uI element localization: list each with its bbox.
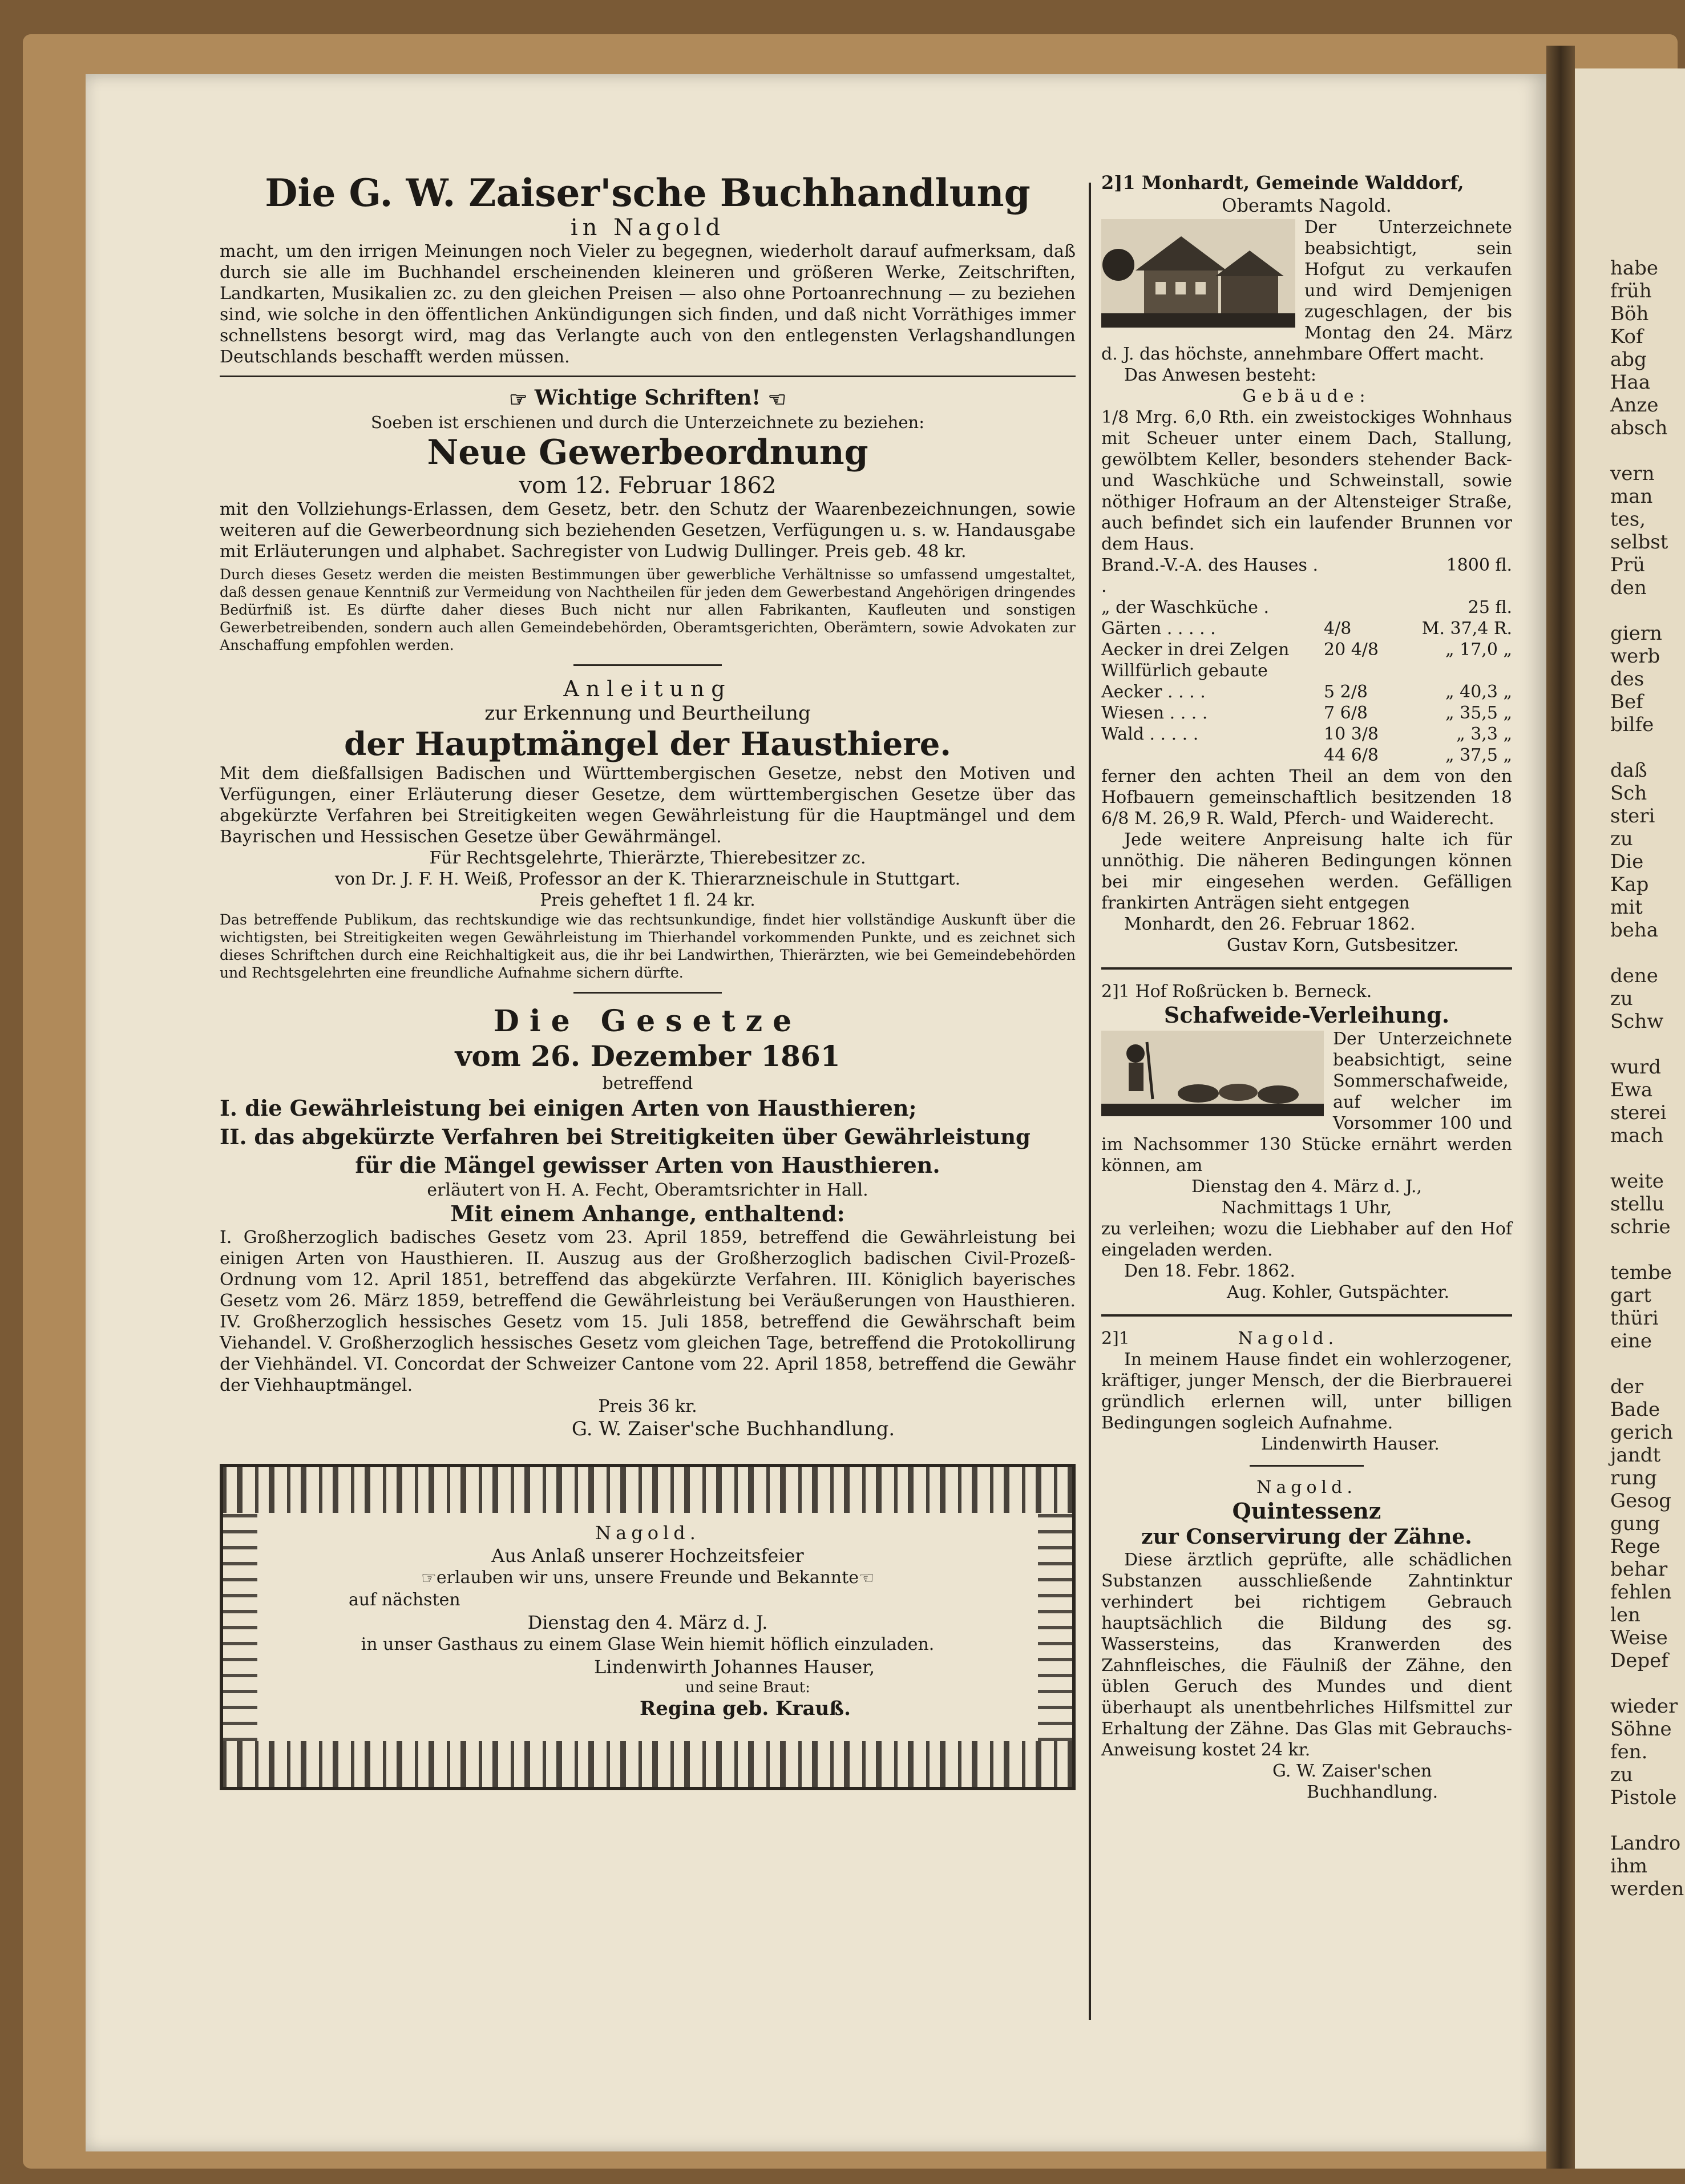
next-page-text-fragment: dene [1610, 964, 1658, 987]
next-page-text-fragment: vern [1610, 462, 1655, 485]
next-page-text-fragment: werden [1610, 1878, 1684, 1900]
separator-line-short [573, 664, 722, 666]
property-table-row [1101, 660, 1512, 681]
next-page-text-fragment [1575, 736, 1685, 759]
property-table-row [1101, 745, 1512, 766]
separator-line-short [1250, 1465, 1364, 1467]
shepherd-illustration [1101, 1031, 1324, 1116]
monhardt-head [1101, 171, 1512, 194]
monhardt-sign: Gustav Korn, Gutsbesitzer. [1227, 935, 1459, 955]
gesetze-content: I. Großherzoglich badisches Gesetz vom 23. April 1859, betreffend die Gewährleistung bei einigen Arten von Hausthieren. II. Auszug aus der Großherzoglich badischen Civil-Prozeß-Ordnung vom 12. April 1851, betreffend das abgekürzte Verfahren. III. Königlich bayerisches Gesetz vom 26. März 1859, betreffend die Gewährleistung bei Veräußerungen von Hausthieren. IV. Großherzoglich hessisches Gesetz vom 15. Juli 1858, betreffend die Gewährschaft beim Viehandel. V. Großherzoglich hessisches Gesetz vom gleichen Tage, betreffend die Protokollirung der Viehhändel. VI. Concordat der Schweizer Cantone vom 22. April 1858, betreffend die Gewähr der Viehhauptmängel. [220, 1228, 1076, 1395]
schriften-intro: Soeben ist erschienen und durch die Unterzeichnete zu beziehen: [371, 413, 924, 432]
gesetze-item1: I. die Gewährleistung bei einigen Arten von Hausthieren; [220, 1095, 917, 1121]
ornament-border-left [223, 1513, 257, 1741]
property-cell-mid: 44 6/8 [1324, 745, 1379, 765]
gewerbeordnung-desc: mit den Vollziehungs-Erlassen, dem Gesetz, betr. den Schutz der Waarenbezeichnungen, sowie weiteren auf die Gewerbeordnung sich beziehenden Gesetzen, Verfügungen u. s. w. Handausgabe mit Erläuterungen und alphabet. Sachregister von Ludwig Dullinger. Preis geb. 48 kr. [220, 499, 1076, 562]
property-cell-label: Gärten . . . . . [1101, 619, 1216, 639]
anleitung-ad [220, 676, 1076, 982]
wedding-place: Nagold. [595, 1522, 700, 1544]
zaiser-title: Die G. W. Zaiser'sche Buchhandlung [265, 171, 1031, 215]
next-page-text-fragment [1575, 1033, 1685, 1056]
next-page-text-fragment: mach [1610, 1124, 1664, 1147]
ornament-border-bottom [223, 1741, 1072, 1787]
next-page-text-fragment: ihm [1610, 1855, 1648, 1878]
anleitung-author: von Dr. J. F. H. Weiß, Professor an der K. Thierarzneischule in Stuttgart. [334, 869, 961, 889]
nagold1-text: In meinem Hause findet ein wohlerzogener, kräftiger, junger Mensch, der die Bierbrauerei gründlich erlernen will, unter billigen Bedingungen sogleich Aufnahme. [1101, 1350, 1512, 1433]
property-cell-label: Aecker in drei Zelgen [1101, 640, 1290, 660]
wedding-sign2: und seine Braut: [685, 1679, 810, 1696]
next-page-text-fragment: man [1610, 485, 1653, 508]
property-cell-mid [1324, 660, 1415, 681]
monhardt-date: Monhardt, den 26. Februar 1862. [1124, 914, 1416, 934]
monhardt-jede: Jede weitere Anpreisung halte ich für unnöthig. Die näheren Bedingungen können bei mir eingesehen werden. Gefälligen frankirten Anträgen sieht entgegen [1101, 830, 1512, 913]
monhardt-heading-text: Monhardt, Gemeinde Walddorf, [1141, 172, 1464, 193]
property-cell-val: 25 fl. [1468, 598, 1512, 617]
separator-line [1101, 1314, 1512, 1317]
property-cell-label [1101, 745, 1324, 766]
property-table-row [1101, 555, 1512, 597]
zaiser-ad [220, 171, 1076, 368]
wedding-line4: Dienstag den 4. März d. J. [527, 1612, 768, 1633]
next-page-text-fragment: selbst [1610, 531, 1668, 554]
nagold2-head: Nagold. [1256, 1477, 1357, 1497]
schafweide-title: Schafweide-Verleihung. [1163, 1002, 1450, 1028]
zaiser-subtitle: in Nagold [570, 215, 725, 241]
gesetze-item2b: für die Mängel gewisser Arten von Hausthieren. [355, 1152, 940, 1178]
anleitung-sub: zur Erkennung und Beurtheilung [484, 702, 811, 725]
left-column [220, 171, 1076, 1790]
wedding-line1: Aus Anlaß unserer Hochzeitsfeier [491, 1545, 804, 1567]
next-page-text-fragment: Rege [1610, 1535, 1660, 1558]
property-cell-mid: 10 3/8 [1324, 724, 1379, 744]
wedding-sign3: Regina geb. Krauß. [640, 1697, 851, 1720]
next-page-text-fragment: wurd [1610, 1056, 1662, 1079]
next-page-text-fragment: Landro [1610, 1832, 1681, 1855]
anleitung-for: Für Rechtsgelehrte, Thierärzte, Thierebesitzer zc. [429, 848, 866, 868]
next-page-text-fragment: weite [1610, 1170, 1664, 1193]
property-cell-mid [1324, 555, 1415, 597]
gesetze-ad [220, 1004, 1076, 1441]
gewerbeordnung-note: Durch dieses Gesetz werden die meisten Bestimmungen über gewerbliche Verhältnisse so umfassend umgestaltet, daß dessen genaue Kenntniß zur Vermeidung von Nachtheilen für jeden dem Gewerbestand Angehörigen dringendes Bedürfniß ist. Es dürfte daher dieses Buch nicht nur allen Fabrikanten, Kaufleuten und sonstigen Gewerbetreibenden, sondern auch allen Gemeindebehörden, Oberamtsgerichten, Oberämtern, sowie Advokaten zur Anschaffung empfohlen werden. [220, 566, 1076, 653]
property-cell-mid: 4/8 [1324, 619, 1352, 639]
next-page-text-fragment: jandt [1610, 1444, 1661, 1467]
next-page-text-fragment: Bef [1610, 691, 1643, 713]
pointing-hand-icon: ☞ [509, 387, 528, 411]
next-page-text-fragment: Ewa [1610, 1079, 1653, 1101]
next-page-text-fragment: Weise [1610, 1626, 1668, 1649]
property-cell-label: Brand.-V.-A. des Hauses . . [1101, 555, 1318, 596]
right-column [1101, 171, 1512, 1803]
ad-number: 2]1 [1101, 982, 1130, 1002]
next-page-text-fragment: den [1610, 576, 1647, 599]
property-cell-val [1415, 660, 1512, 681]
next-page-text-fragment: stellu [1610, 1193, 1664, 1216]
quintessenz-sign2: Buchhandlung. [1307, 1782, 1438, 1802]
next-page-text-fragment: Kap [1610, 873, 1649, 896]
wedding-line2: ☞erlauben wir uns, unsere Freunde und Bekannte☜ [421, 1568, 874, 1588]
gesetze-sign: G. W. Zaiser'sche Buchhandlung. [571, 1418, 895, 1440]
anleitung-price: Preis geheftet 1 fl. 24 kr. [540, 890, 755, 910]
next-page-text-fragment [1575, 1672, 1685, 1695]
ornament-border-right [1038, 1513, 1072, 1741]
gewerbeordnung-title: Neue Gewerbeordnung [427, 433, 868, 473]
property-table-row [1101, 681, 1512, 703]
nagold1-head [1101, 1328, 1512, 1349]
gewerbeordnung-date: vom 12. Februar 1862 [519, 473, 777, 499]
monhardt-ferner: ferner den achten Theil an dem von den Hofbauern gemeinschaftlich besitzenden 18 6/8 M. 26,9 R. Wald, Pferch- und Waiderecht. [1101, 766, 1512, 829]
next-page-text-fragment: habe [1610, 257, 1659, 280]
gesetze-betr: betreffend [602, 1073, 693, 1093]
quintessenz-sub: zur Conservirung der Zähne. [1141, 1525, 1472, 1549]
schafweide-heading-text: Hof Roßrücken b. Berneck. [1135, 982, 1372, 1002]
next-page-text-fragment: Sch [1610, 782, 1647, 805]
next-page-text-fragment: werb [1610, 645, 1660, 668]
next-page-text-fragment: Söhne [1610, 1718, 1672, 1741]
schafweide-sign: Aug. Kohler, Gutspächter. [1227, 1282, 1450, 1302]
next-page-text-fragment [1575, 1238, 1685, 1261]
anleitung-desc: Mit dem dießfallsigen Badischen und Württembergischen Gesetze, nebst den Motiven und Verfügungen, einer Erläuterung dieser Gesetze, dem württembergischen Gesetze über das abgekürzte Verfahren bei Streitigkeiten wegen Gewährleistung für die Hauptmängel und dem Bayrischen und Hessischen Gesetze über Gewährmängel. [220, 764, 1076, 847]
zaiser-body: macht, um den irrigen Meinungen noch Vieler zu begegnen, wiederholt darauf aufmerksam, daß durch sie alle im Buchhandel erscheinenden kleineren und größeren Werke, Zeitschriften, Landkarten, Musikalien zc. zu den gleichen Preisen — also ohne Portoanrechnung — zu beziehen sind, wie solche in den öffentlichen Ankündigungen sich finden, und daß nicht Vorräthiges immer schnellstens besorgt wird, mag das Verlangte auch von den entlegensten Verlagshandlungen Deutschlands beschafft werden müssen. [220, 241, 1076, 367]
next-page-text-fragment: der [1610, 1375, 1644, 1398]
column-divider [1089, 183, 1091, 2020]
next-page-text-fragment: mit [1610, 896, 1643, 919]
next-page-text-fragment: tes, [1610, 508, 1646, 531]
next-page-text-fragment: bilfe [1610, 713, 1654, 736]
next-page-text-fragment: steri [1610, 805, 1655, 827]
monhardt-text: Der Unterzeichnete beabsichtigt, sein Hofgut zu verkaufen und wird Demjenigen zugeschlagen, der bis Montag den 24. März d. J. das höchste, annehmbare Offert macht. [1101, 217, 1512, 364]
property-table [1101, 555, 1512, 766]
ad-number: 2]1 [1101, 172, 1136, 193]
next-page-text-fragment: gart [1610, 1284, 1651, 1307]
gesetze-price: Preis 36 kr. [598, 1396, 697, 1416]
next-page-text-fragment: fen. [1610, 1741, 1648, 1763]
property-cell-mid: 7 6/8 [1324, 703, 1368, 723]
schriften-ad [220, 385, 1076, 654]
next-page-text-fragment: wieder [1610, 1695, 1678, 1718]
property-cell-mid [1324, 597, 1415, 618]
property-table-row [1101, 724, 1512, 745]
monhardt-ad [1101, 171, 1512, 956]
next-page-text-fragment: sterei [1610, 1101, 1667, 1124]
property-cell-label: Willfürlich gebaute [1101, 661, 1268, 681]
property-cell-label: Wiesen . . . . [1101, 703, 1208, 723]
next-page-text-fragment [1575, 942, 1685, 964]
wedding-line3: auf nächsten [349, 1590, 460, 1610]
quintessenz-title: Quintessenz [1232, 1498, 1381, 1524]
property-cell-val: „ 35,5 „ [1445, 703, 1512, 723]
schafweide-dated: Den 18. Febr. 1862. [1124, 1261, 1296, 1281]
next-page-text-fragment: schrie [1610, 1216, 1671, 1238]
wedding-sign1: Lindenwirth Johannes Hauser, [594, 1656, 875, 1678]
next-page-text-fragment: Prü [1610, 554, 1646, 576]
property-cell-val: „ 3,3 „ [1456, 724, 1512, 744]
separator-line [1101, 967, 1512, 970]
next-page-text-fragment: beha [1610, 919, 1659, 942]
anleitung-title: Anleitung [563, 676, 732, 701]
property-cell-mid: 20 4/8 [1324, 640, 1379, 660]
nagold1-heading-text: Nagold. [1238, 1329, 1339, 1349]
next-page-text-fragment: giern [1610, 622, 1662, 645]
quintessenz-text: Diese ärztlich geprüfte, alle schädlichen Substanzen ausschließende Zahntinktur verhindert bei richtigem Gebrauch hauptsächlich die Bildung des sg. Wassersteins, das Kranwerden des Zahnfleisches, die Fäulniß der Zähne, den üblen Geruch des Mundes und dient überhaupt als unentbehrliches Hilfsmittel zur Erhaltung der Zähne. Das Glas mit Gebrauchs-Anweisung kostet 24 kr. [1101, 1550, 1512, 1760]
next-page-text-fragment: tembe [1610, 1261, 1672, 1284]
next-page-text-fragment [1575, 1147, 1685, 1170]
schafweide-date: Dienstag den 4. März d. J., [1191, 1177, 1423, 1197]
next-page-text-fragment: eine [1610, 1330, 1652, 1353]
monhardt-gebaeude: Gebäude: [1242, 386, 1371, 406]
property-cell-val: 1800 fl. [1446, 555, 1512, 575]
separator-line [220, 376, 1076, 377]
next-page-text-fragment: Schw [1610, 1010, 1664, 1033]
next-page-text-fragment: Bade [1610, 1398, 1660, 1421]
property-table-row [1101, 597, 1512, 618]
separator-line-short [573, 992, 722, 994]
property-table-row [1101, 703, 1512, 724]
schafweide-ad [1101, 981, 1512, 1303]
nagold-brauerei-ad [1101, 1328, 1512, 1455]
next-page-text-fragment: rung [1610, 1467, 1657, 1489]
schafweide-time: Nachmittags 1 Uhr, [1221, 1198, 1392, 1218]
next-page-text-fragment: zu [1610, 987, 1633, 1010]
wedding-announcement [220, 1464, 1076, 1790]
pointing-hand-icon: ☞ [421, 1568, 437, 1588]
gesetze-date: vom 26. Dezember 1861 [455, 1039, 841, 1073]
schafweide-rest: zu verleihen; wozu die Liebhaber auf den Hof eingeladen werden. [1101, 1219, 1512, 1260]
gesetze-author: erläutert von H. A. Fecht, Oberamtsrichter in Hall. [427, 1180, 868, 1200]
property-table-row [1101, 639, 1512, 660]
next-page-text-fragment: Depef [1610, 1649, 1668, 1672]
schafweide-text: Der Unterzeichnete beabsichtigt, seine Sommerschafweide, auf welcher im Vorsommer 100 und im Nachsommer 130 Stücke ernährt werden können, am [1101, 1029, 1512, 1176]
next-page-text-fragment: gerich [1610, 1421, 1673, 1444]
property-table-row [1101, 618, 1512, 639]
next-page-text-fragment: zu [1610, 1763, 1633, 1786]
property-cell-val: „ 37,5 „ [1445, 745, 1512, 765]
next-page-text-fragment: absch [1610, 417, 1668, 439]
next-page-text-fragment: abg [1610, 348, 1647, 371]
wedding-line5: in unser Gasthaus zu einem Glase Wein hiemit höflich einzuladen. [361, 1634, 935, 1654]
anleitung-note: Das betreffende Publikum, das rechtskundige wie das rechtsunkundige, findet hier vollständige Auskunft über die wichtigsten, bei Streitigkeiten wegen Gewährleistung im Thierhandel vorkommenden Punkte, und es zeichnet sich dieses Schriftchen durch eine Reichhaltigkeit aus, die ihr bei Landwirthen, Thierärzten, wie bei Gemeindebehörden und Rechtsgelehrten eine freundliche Aufnahme sichern dürfte. [220, 911, 1076, 981]
gesetze-item2: II. das abgekürzte Verfahren bei Streitigkeiten über Gewährleistung [220, 1124, 1031, 1149]
schriften-header: ☞ Wichtige Schriften! ☜ [509, 386, 786, 411]
nagold-quintessenz-ad [1101, 1477, 1512, 1803]
next-page-text-fragment: Haa [1610, 371, 1651, 394]
pointing-hand-icon: ☜ [859, 1568, 874, 1588]
next-page-text-fragment: Anze [1610, 394, 1659, 417]
monhardt-head2: Oberamts Nagold. [1222, 195, 1392, 216]
next-page-text-fragment: fehlen [1610, 1581, 1672, 1604]
next-page-text-fragment [1575, 439, 1685, 462]
property-cell-val: „ 40,3 „ [1445, 682, 1512, 702]
property-cell-label: „ der Waschküche . [1101, 598, 1269, 617]
gesetze-anhang: Mit einem Anhange, enthaltend: [450, 1201, 845, 1226]
anleitung-big: der Hauptmängel der Hausthiere. [344, 725, 951, 763]
property-cell-val: „ 17,0 „ [1445, 640, 1512, 660]
monhardt-bau: 1/8 Mrg. 6,0 Rth. ein zweistockiges Wohnhaus mit Scheuer unter einem Dach, Stallung, gewölbtem Keller, besonders stehender Back- und Waschküche und Schweinstall, sowie nöthiger Hofraum an der Altensteiger Straße, auch befindet sich ein laufender Brunnen vor dem Haus. [1101, 407, 1512, 554]
next-page-text-fragment: des [1610, 668, 1644, 691]
property-cell-label: Wald . . . . . [1101, 724, 1199, 744]
next-page-text-fragment: Gesog [1610, 1489, 1671, 1512]
next-page-text-fragment: Böh [1610, 302, 1649, 325]
next-page-text-fragment: früh [1610, 280, 1652, 302]
next-page-text-fragment: Pistole [1610, 1786, 1677, 1809]
property-cell-label: Aecker . . . . [1101, 682, 1206, 702]
farmhouse-illustration [1101, 219, 1295, 328]
next-page-text-fragment [1575, 1353, 1685, 1375]
schafweide-head [1101, 981, 1512, 1002]
next-page-text-fragment: Kof [1610, 325, 1643, 348]
nagold1-sign: Lindenwirth Hauser. [1261, 1434, 1440, 1454]
next-page-text-fragment [1575, 599, 1685, 622]
next-page-text-fragment: behar [1610, 1558, 1668, 1581]
next-page-text-fragment: gung [1610, 1512, 1660, 1535]
next-page-fragment [1575, 68, 1685, 2169]
property-cell-val: M. 37,4 R. [1421, 619, 1512, 639]
pointing-hand-icon: ☜ [767, 387, 786, 411]
next-page-text-fragment [1575, 1809, 1685, 1832]
monhardt-bestand: Das Anwesen besteht: [1124, 365, 1316, 385]
next-page-text-fragment: thüri [1610, 1307, 1659, 1330]
property-cell-mid: 5 2/8 [1324, 682, 1368, 702]
next-page-text-fragment: daß [1610, 759, 1647, 782]
book-gutter [1546, 46, 1575, 2169]
next-page-text-fragment: zu [1610, 827, 1633, 850]
next-page-text-fragment: len [1610, 1604, 1640, 1626]
ornament-border-top [223, 1467, 1072, 1513]
gesetze-title: Die Gesetze [493, 1004, 802, 1039]
ad-number: 2]1 [1101, 1329, 1130, 1349]
next-page-text-fragment: Die [1610, 850, 1644, 873]
quintessenz-sign1: G. W. Zaiser'schen [1272, 1761, 1432, 1781]
